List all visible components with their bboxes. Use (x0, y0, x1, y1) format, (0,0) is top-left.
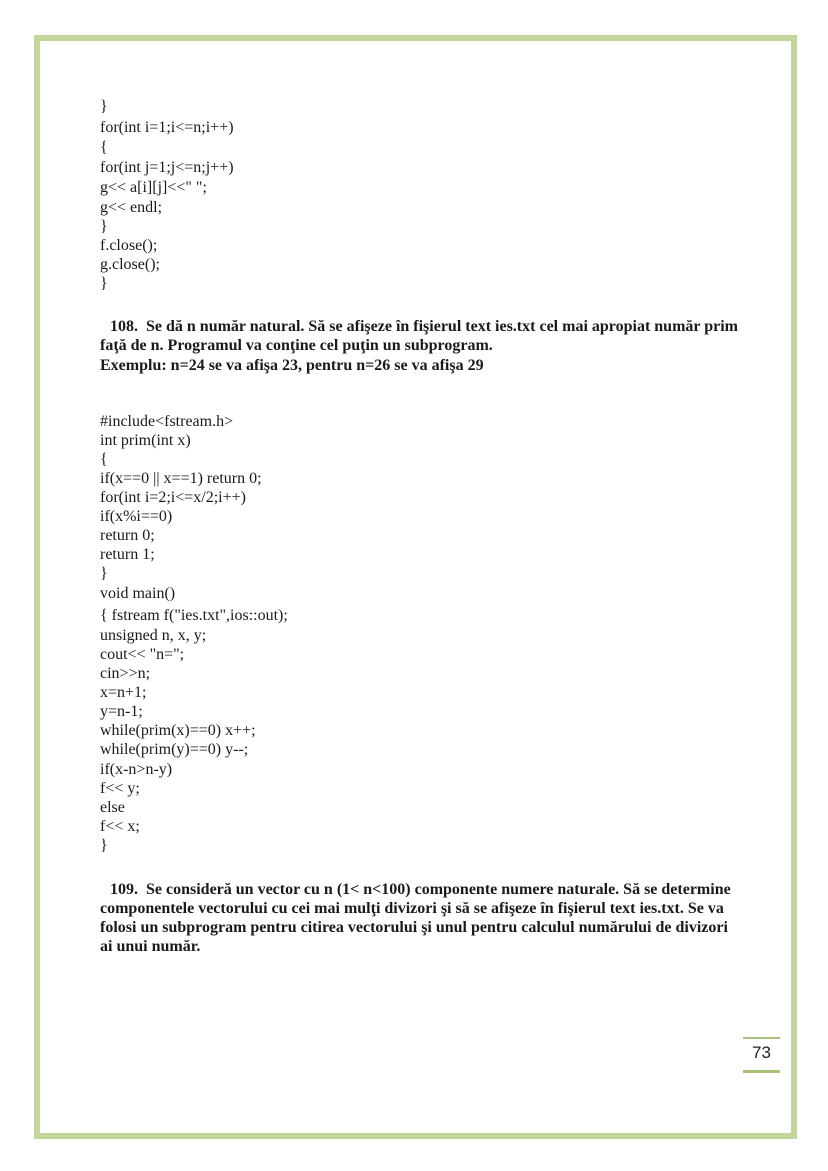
code-line: while(prim(x)==0) x++; (100, 722, 256, 739)
problem-text-line: componentele vectorului cu cei mai mulţi divizori şi să se afişeze în fişierul text ies.txt. Se va (100, 900, 724, 917)
problem-text-line: 108. Se dă n număr natural. Să se afişeze în fişierul text ies.txt cel mai apropiat număr prim (110, 318, 738, 335)
code-line: cout<< "n="; (100, 646, 185, 663)
problem-text-line: faţă de n. Programul va conţine cel puţin un subprogram. (100, 337, 493, 354)
code-line: g<< endl; (100, 199, 163, 216)
code-line: g.close(); (100, 256, 160, 273)
code-line: { (100, 451, 108, 468)
code-line: if(x==0 || x==1) return 0; (100, 470, 262, 487)
page-number-bottom-rule (743, 1070, 780, 1073)
problem-text-line: Exemplu: n=24 se va afişa 23, pentru n=26 se va afişa 29 (100, 357, 484, 374)
code-line: int prim(int x) (100, 432, 191, 449)
code-line: for(int j=1;j<=n;j++) (100, 159, 234, 176)
page-number: 73 (752, 1043, 771, 1062)
problem-text-line: ai unui număr. (100, 938, 201, 955)
code-line: } (100, 218, 108, 235)
code-line: g<< a[i][j]<<" "; (100, 179, 207, 196)
code-line: return 1; (100, 546, 155, 563)
code-line: if(x-n>n-y) (100, 761, 173, 778)
code-line: if(x%i==0) (100, 508, 173, 525)
code-line: { (100, 139, 108, 156)
code-line: } (100, 837, 108, 854)
code-line: while(prim(y)==0) y--; (100, 741, 249, 758)
code-line: } (100, 565, 108, 582)
code-line: return 0; (100, 527, 155, 544)
code-line: else (100, 799, 125, 816)
code-line: } (100, 275, 108, 292)
code-line: f<< y; (100, 780, 140, 797)
code-line: cin>>n; (100, 665, 151, 682)
code-line: x=n+1; (100, 684, 147, 701)
code-line: f<< x; (100, 818, 140, 835)
page-number-top-rule (743, 1037, 780, 1039)
code-line: { fstream f("ies.txt",ios::out); (100, 607, 288, 624)
problem-text-line: folosi un subprogram pentru citirea vectorului şi unul pentru calculul numărului de divizori (100, 919, 728, 936)
code-line: void main() (100, 585, 176, 602)
code-line: y=n-1; (100, 703, 143, 720)
code-line: for(int i=1;i<=n;i++) (100, 119, 234, 136)
problem-text-line: 109. Se consideră un vector cu n (1< n<100) componente numere naturale. Să se determine (110, 881, 731, 898)
code-line: for(int i=2;i<=x/2;i++) (100, 489, 246, 506)
code-line: } (100, 98, 108, 115)
code-line: #include<fstream.h> (100, 413, 234, 430)
code-line: f.close(); (100, 237, 158, 254)
code-line: unsigned n, x, y; (100, 627, 207, 644)
